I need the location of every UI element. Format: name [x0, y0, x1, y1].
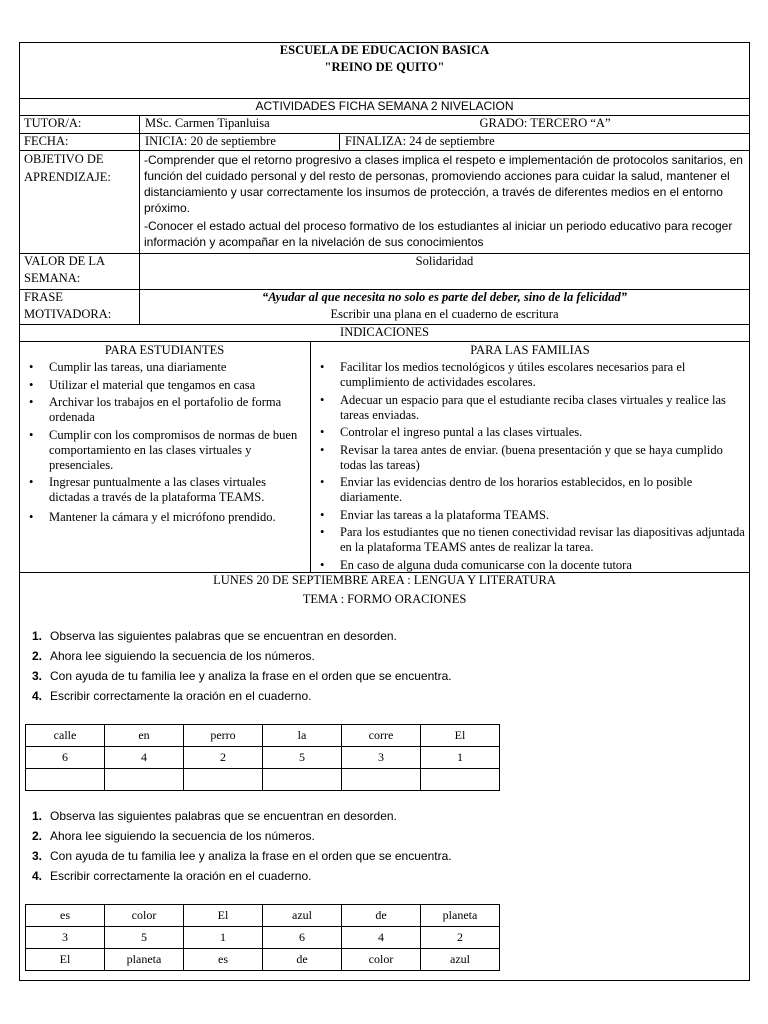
table-cell: 3 [26, 927, 105, 949]
table-cell: en [105, 725, 184, 747]
school-title: ESCUELA DE EDUCACION BASICA [279, 43, 490, 57]
table-cell: planeta [421, 905, 500, 927]
column-divider [310, 341, 311, 572]
table-cell: la [263, 725, 342, 747]
students-list [21, 360, 305, 528]
start-date: INICIA: 20 de septiembre [145, 134, 276, 148]
answer-cell [263, 769, 342, 791]
list-item: 3. Con ayuda de tu familia lee y analiza la frase en el orden que se encuentra. [31, 849, 452, 863]
list-item: • Archivar los trabajos en el portafolio de forma ordenada [21, 395, 305, 425]
list-item: • Enviar las tareas a la plataforma TEAMS. [312, 508, 746, 523]
list-item: 3. Con ayuda de tu familia lee y analiza la frase en el orden que se encuentra. [31, 669, 452, 683]
list-item: 4. Escribir correctamente la oración en el cuaderno. [31, 689, 312, 703]
grade-value: GRADO: TERCERO “A” [479, 116, 611, 130]
table-cell: 1 [184, 927, 263, 949]
objective-paragraph-1: -Comprender que el retorno progresivo a clases implica el respeto e implementación de protocolos sanitarios, en función del cuidado personal y del resto de personas, promoviendo acciones para cuidar la salud, mantener el distanciamiento y usar correctamente los insumos de protección, a través de diferentes medios en el entorno próximo. [144, 153, 743, 215]
table-cell: El [184, 905, 263, 927]
answer-cell [184, 769, 263, 791]
value-label: VALOR DE LA [24, 254, 106, 268]
answer-cell [421, 769, 500, 791]
list-item: • Cumplir las tareas, una diariamente [21, 360, 305, 375]
answer-cell [105, 769, 184, 791]
table-cell: 6 [263, 927, 342, 949]
tutor-value: MSc. Carmen Tipanluisa [145, 116, 270, 130]
end-date: FINALIZA: 24 de septiembre [345, 134, 495, 148]
objective-paragraph-2: -Conocer el estado actual del proceso formativo de los estudiantes al iniciar un periodo educativo para recoger información y acompañar en la nivelación de sus conocimientos [144, 219, 733, 249]
step-text: Observa las siguientes palabras que se encuentran en desorden. [50, 809, 397, 823]
list-item: • Para los estudiantes que no tienen conectividad revisar las diapositivas adjuntada en la plataforma TEAMS antes de realizar la tarea. [312, 525, 746, 555]
value-label: SEMANA: [24, 271, 81, 285]
list-item: • Revisar la tarea antes de enviar. (buena presentación y que se haya cumplido todas las tareas) [312, 443, 746, 473]
list-item: • En caso de alguna duda comunicarse con la docente tutora [312, 558, 746, 573]
table-cell: azul [263, 905, 342, 927]
table-cell: perro [184, 725, 263, 747]
tutor-label: TUTOR/A: [24, 116, 82, 130]
answer-cell [26, 769, 105, 791]
step-text: Observa las siguientes palabras que se encuentran en desorden. [50, 629, 397, 643]
table-cell: de [342, 905, 421, 927]
activities-title: ACTIVIDADES FICHA SEMANA 2 NIVELACION [255, 99, 514, 113]
answer-cell: El [26, 949, 105, 971]
phrase-label: FRASE [24, 290, 63, 304]
word-table-1 [25, 724, 500, 791]
row-divider [19, 150, 750, 151]
list-item: • Cumplir con los compromisos de normas de buen comportamiento en las clases virtuales y presenciales. [21, 428, 305, 473]
list-item: • Enviar las evidencias dentro de los horarios establecidos, en lo posible diariamente. [312, 475, 746, 505]
list-item: • Mantener la cámara y el micrófono prendido. [21, 508, 305, 526]
motivational-quote: “Ayudar al que necesita no solo es parte del deber, sino de la felicidad” [261, 290, 628, 304]
list-item: 1. Observa las siguientes palabras que se encuentran en desorden. [31, 809, 397, 823]
table-cell: color [105, 905, 184, 927]
phrase-label: MOTIVADORA: [24, 307, 112, 321]
step-text: Escribir correctamente la oración en el cuaderno. [50, 869, 312, 883]
students-title: PARA ESTUDIANTES [104, 343, 225, 357]
school-name: "REINO DE QUITO" [324, 60, 445, 74]
objective-label: OBJETIVO DE [24, 152, 104, 166]
table-cell: 2 [184, 747, 263, 769]
date-label: FECHA: [24, 134, 69, 148]
step-text: Con ayuda de tu familia lee y analiza la frase en el orden que se encuentra. [50, 849, 452, 863]
column-divider [339, 133, 340, 150]
phrase-instruction: Escribir una plana en el cuaderno de escritura [330, 307, 559, 321]
list-item: • Utilizar el material que tengamos en casa [21, 378, 305, 393]
step-text: Ahora lee siguiendo la secuencia de los números. [50, 649, 315, 663]
indications-title: INDICACIONES [340, 325, 429, 339]
list-item: • Controlar el ingreso puntal a las clases virtuales. [312, 425, 746, 440]
table-cell: 3 [342, 747, 421, 769]
answer-cell: planeta [105, 949, 184, 971]
families-list [312, 360, 746, 575]
table-cell: 5 [263, 747, 342, 769]
table-cell: calle [26, 725, 105, 747]
lesson-topic: TEMA : FORMO ORACIONES [302, 592, 467, 606]
answer-cell: azul [421, 949, 500, 971]
value-text: Solidaridad [415, 254, 474, 268]
step-text: Escribir correctamente la oración en el cuaderno. [50, 689, 312, 703]
instructions-list-2 [20, 806, 452, 886]
table-cell: 5 [105, 927, 184, 949]
answer-cell [342, 769, 421, 791]
table-cell: 6 [26, 747, 105, 769]
list-item: 1. Observa las siguientes palabras que se encuentran en desorden. [31, 629, 397, 643]
objective-label: APRENDIZAJE: [24, 170, 111, 184]
families-title: PARA LAS FAMILIAS [470, 343, 590, 357]
lesson-day: LUNES 20 DE SEPTIEMBRE AREA : LENGUA Y LITERATURA [213, 573, 556, 587]
list-item: • Adecuar un espacio para que el estudiante reciba clases virtuales y realice las tareas enviadas. [312, 393, 746, 423]
instructions-list-1 [20, 626, 452, 706]
list-item: 2. Ahora lee siguiendo la secuencia de los números. [31, 829, 315, 843]
word-table-2 [25, 904, 500, 971]
answer-cell: de [263, 949, 342, 971]
list-item: • Ingresar puntualmente a las clases virtuales dictadas a través de la plataforma TEAMS. [21, 475, 305, 505]
table-cell: corre [342, 725, 421, 747]
table-cell: 1 [421, 747, 500, 769]
table-cell: 4 [105, 747, 184, 769]
step-text: Con ayuda de tu familia lee y analiza la frase en el orden que se encuentra. [50, 669, 452, 683]
table-cell: 4 [342, 927, 421, 949]
list-item: 2. Ahora lee siguiendo la secuencia de los números. [31, 649, 315, 663]
table-cell: es [26, 905, 105, 927]
table-cell: El [421, 725, 500, 747]
row-divider [19, 341, 750, 342]
answer-cell: color [342, 949, 421, 971]
table-cell: 2 [421, 927, 500, 949]
answer-cell: es [184, 949, 263, 971]
step-text: Ahora lee siguiendo la secuencia de los números. [50, 829, 315, 843]
list-item: 4. Escribir correctamente la oración en el cuaderno. [31, 869, 312, 883]
list-item: • Facilitar los medios tecnológicos y útiles escolares necesarios para el cumplimiento de actividades escolares. [312, 360, 746, 390]
